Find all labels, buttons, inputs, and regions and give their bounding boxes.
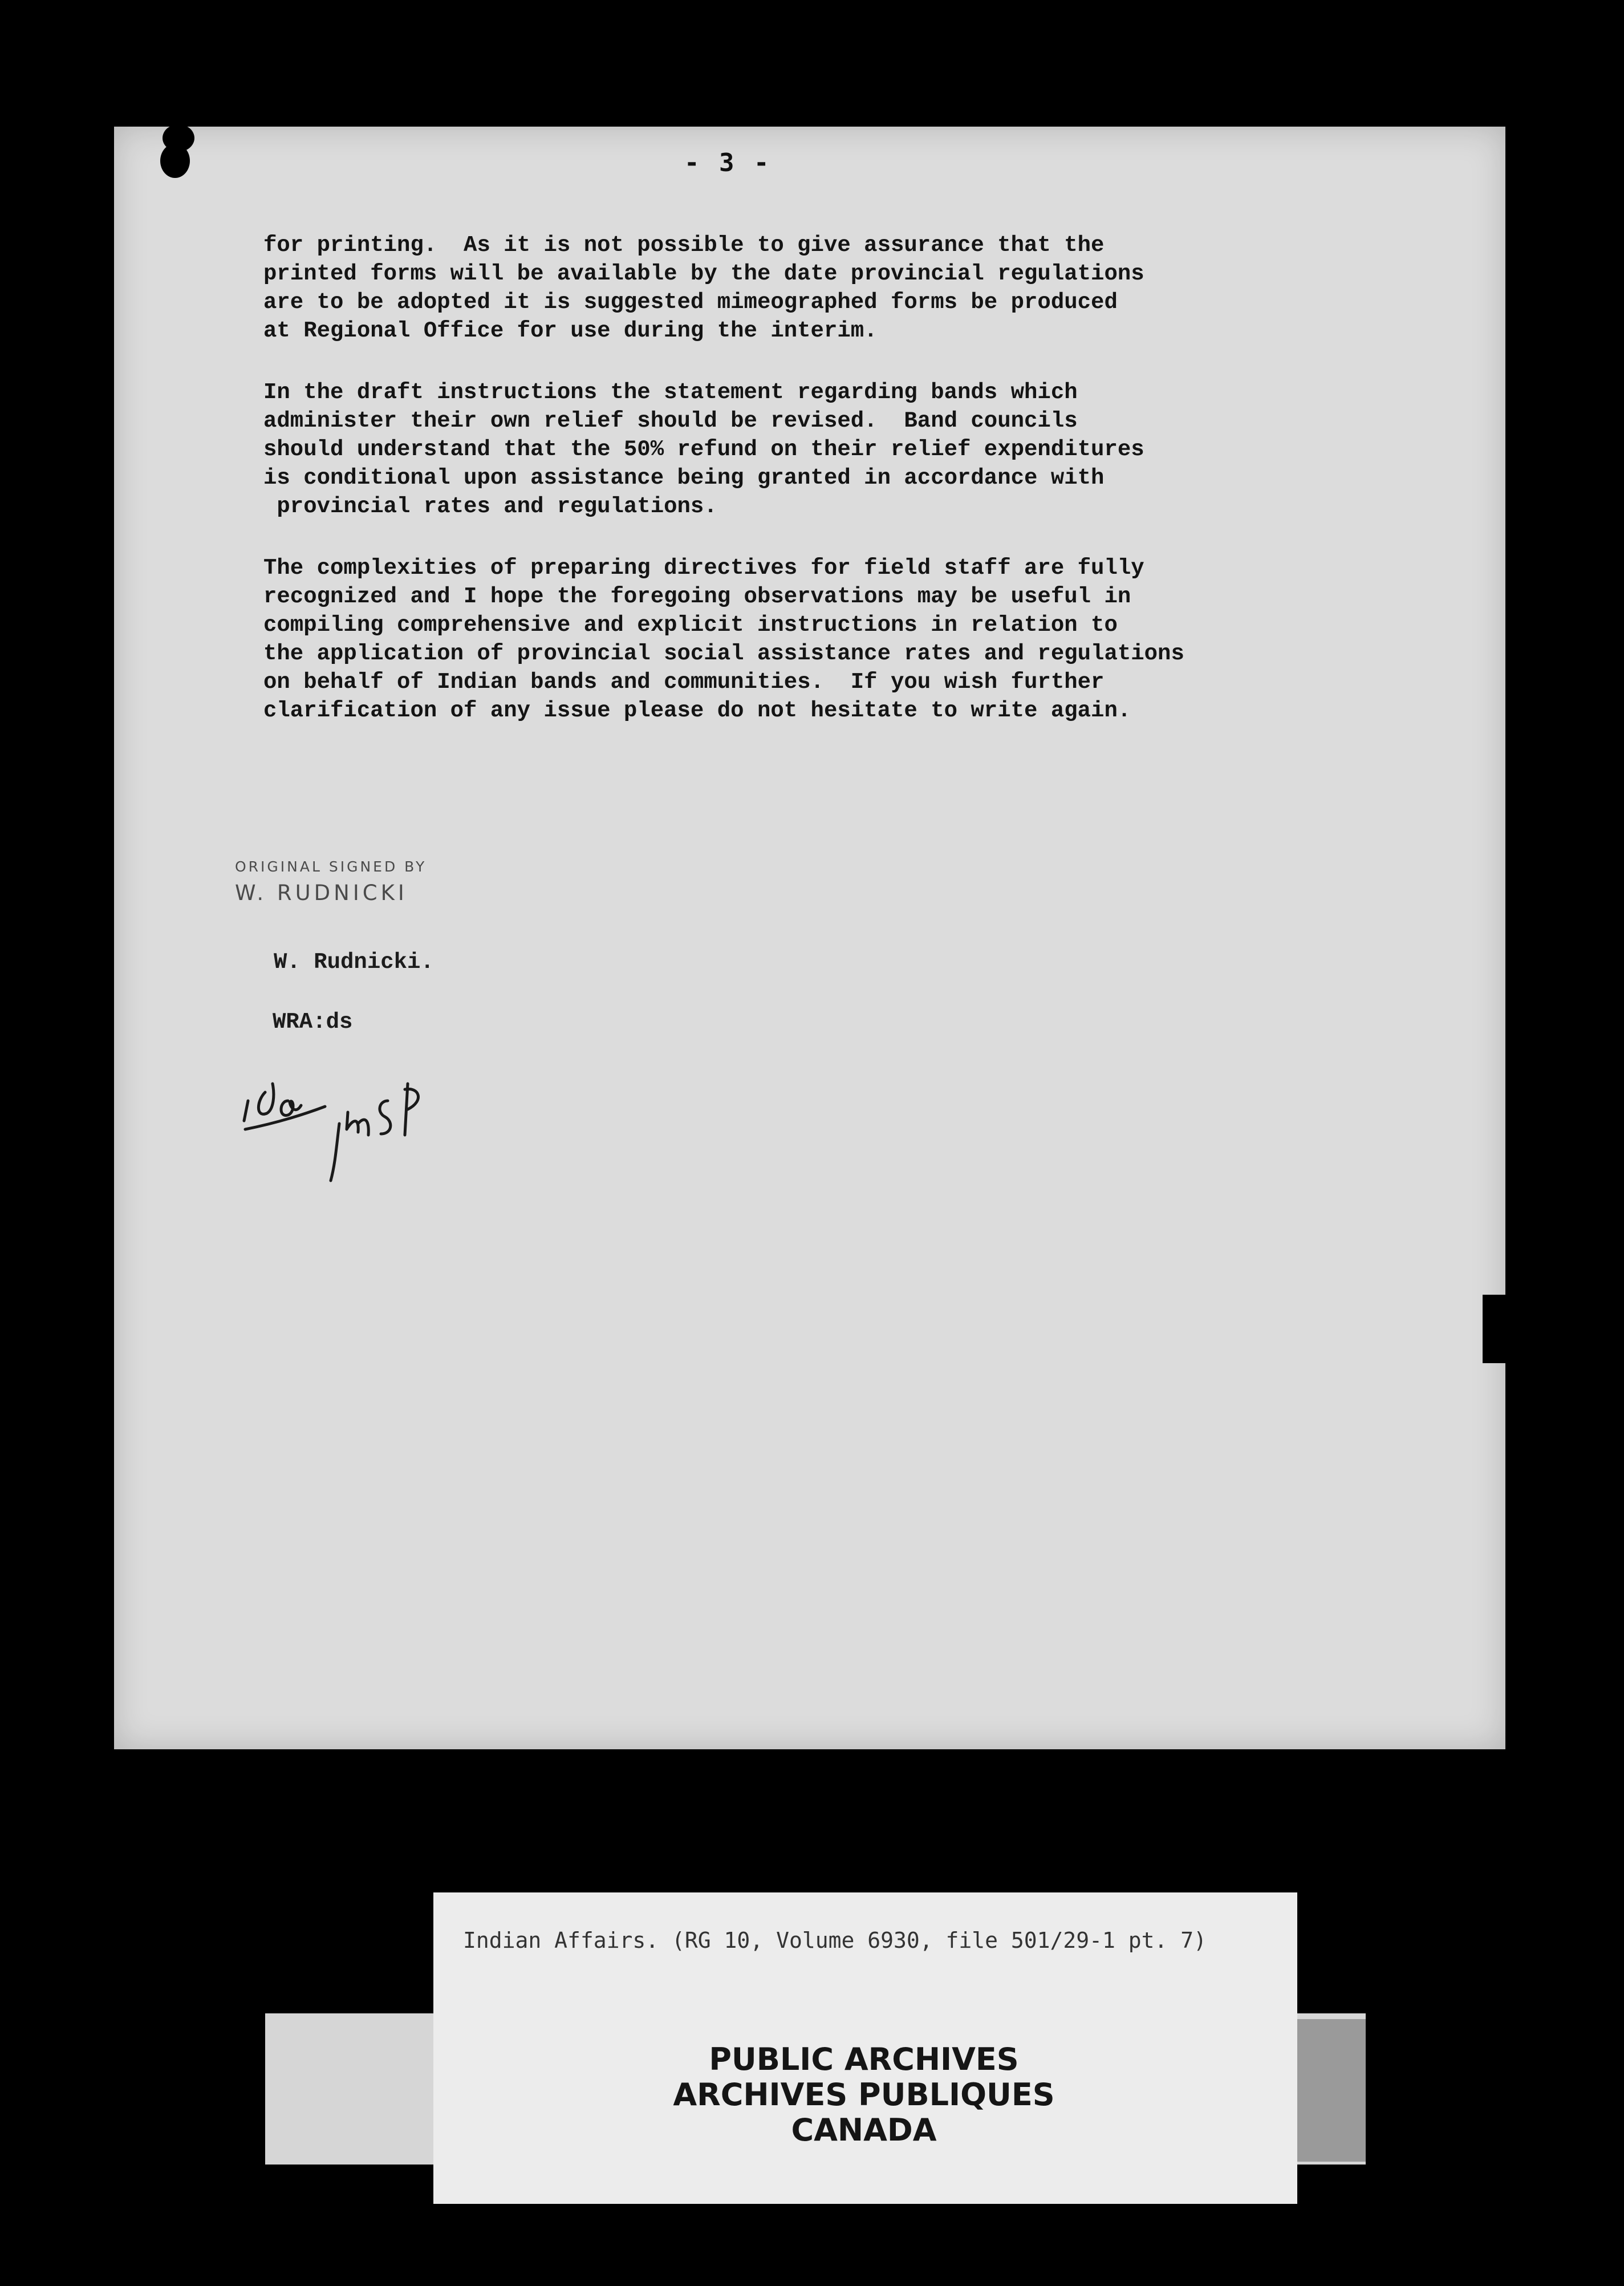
- paragraph-band-relief: In the draft instructions the statement regarding bands which administer their own relief should be revised. Band councils should understand that the 50% refund on their relief expenditures is conditional upon assistance being granted in accordance with provincial rates and regulations.: [263, 380, 1144, 519]
- archive-stamp-line-english: PUBLIC ARCHIVES: [709, 2041, 1019, 2077]
- archive-stamp-line-french: ARCHIVES PUBLIQUES: [673, 2077, 1055, 2113]
- paragraph-closing: The complexities of preparing directives for field staff are fully recognized and I hope the foregoing observations may be useful in compiling comprehensive and explicit instructions in relation to the application of provincial social assistance rates and regulations on behalf of Indian bands and communities. If you wish further clarification of any issue please do not hesitate to write again.: [263, 556, 1184, 723]
- paragraph-printing-forms: for printing. As it is not possible to give assurance that the printed forms will be available by the date provincial regulations are to be adopted it is suggested mimeographed forms be produced at Regional Office for use during the interim.: [263, 233, 1144, 343]
- handwritten-annotation: [234, 1038, 445, 1186]
- archive-label-torn-edge: [1297, 2019, 1366, 2162]
- letter-body: [263, 231, 1392, 758]
- stamp-line-original-signed: ORIGINAL SIGNED BY: [235, 858, 427, 875]
- typist-initials: WRA:ds: [273, 1010, 353, 1035]
- archive-reference: Indian Affairs. (RG 10, Volume 6930, file 501/29-1 pt. 7): [463, 1928, 1207, 1953]
- archive-stamp-line-country: CANADA: [791, 2112, 937, 2148]
- signatory-name: W. Rudnicki.: [274, 950, 434, 975]
- archive-stamp: [576, 2042, 1152, 2148]
- original-signed-stamp: [235, 858, 427, 905]
- page-edge-notch: [1483, 1295, 1505, 1363]
- stamp-line-name: W. RUDNICKI: [235, 881, 408, 905]
- punch-hole-mark: [151, 120, 202, 183]
- page-number: - 3 -: [684, 148, 772, 177]
